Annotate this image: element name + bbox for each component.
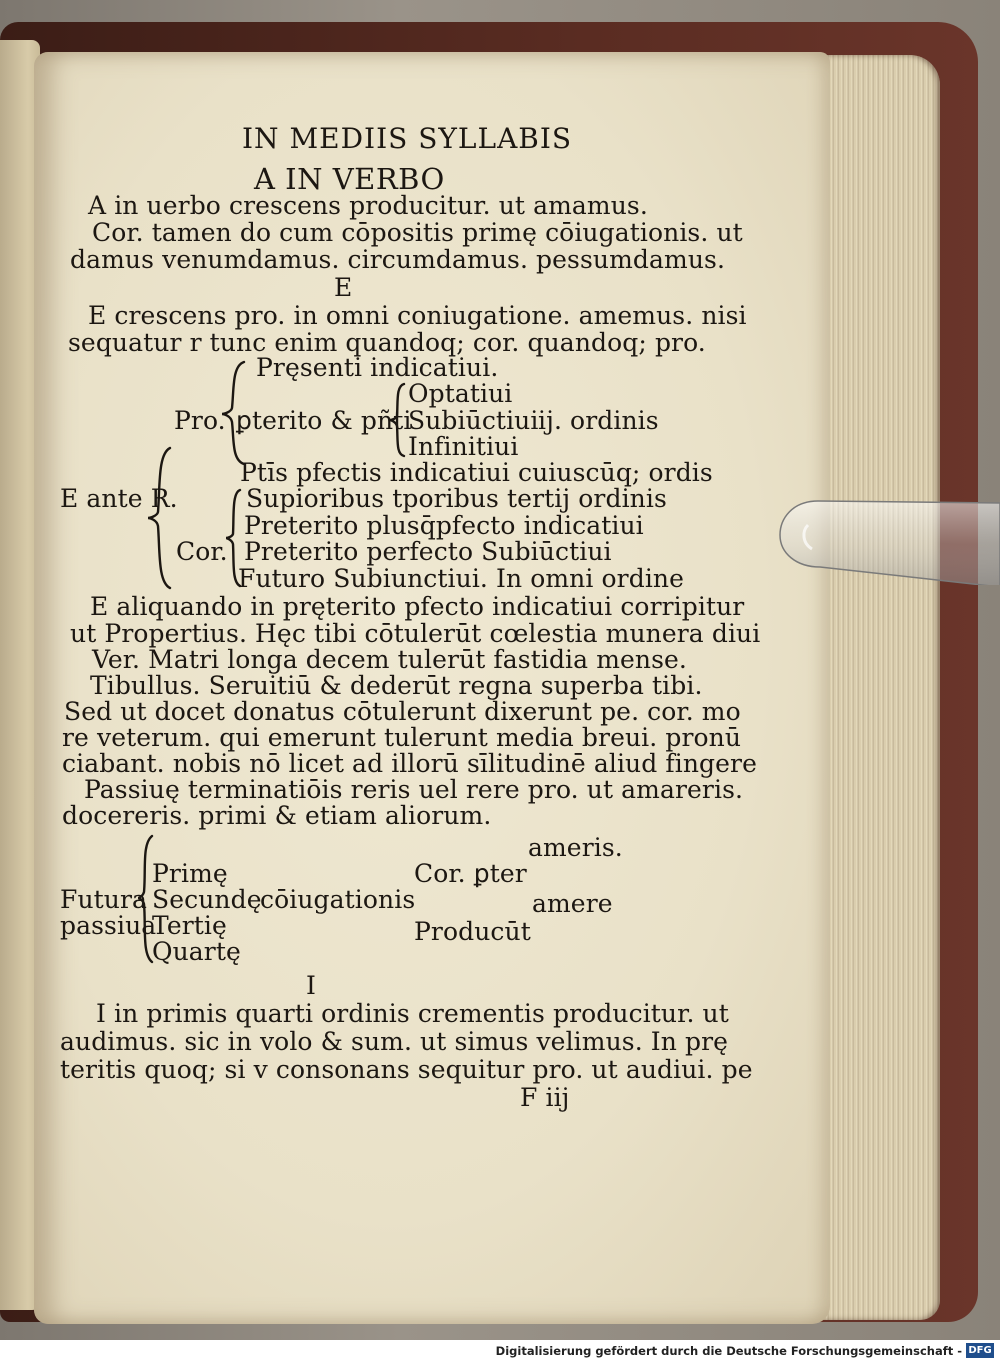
- footer-bar: [0, 1340, 1000, 1362]
- text-line: A in uerbo crescens producitur. ut amamus.: [88, 191, 648, 220]
- text-line: E aliquando in pręterito pfecto indicatiui corripitur: [90, 592, 745, 621]
- text-line: Cor. tamen do cum cōpositis primę cōiugationis. ut: [92, 218, 743, 247]
- table-cell: ij. ordinis: [538, 406, 659, 435]
- text-line: Passiuę terminatiōis reris uel rere pro. ut amareris.: [84, 775, 744, 804]
- text-line: damus venumdamus. circumdamus. pessumdamus.: [70, 245, 726, 274]
- section-letter-i: I: [306, 971, 316, 1000]
- brace-outer: [146, 446, 176, 590]
- running-title: IN MEDIIS SYLLABIS: [242, 122, 573, 155]
- text-line: teritis quoq; si v consonans sequitur pro. ut audiui. pe: [60, 1055, 753, 1084]
- text-line: audimus. sic in volo & sum. ut simus velimus. In prę: [60, 1027, 729, 1056]
- table-cell: ꝑterito & pñti: [236, 406, 412, 435]
- table-cell: ameris.: [528, 833, 623, 862]
- table-cell: amere: [532, 889, 613, 918]
- book-page: [34, 52, 830, 1324]
- table-label-pro: Pro.: [174, 406, 226, 435]
- text-line: Tibullus. Seruitiū & dederūt regna superba tibi.: [90, 671, 703, 700]
- table-label-outer: E ante R.: [60, 484, 178, 513]
- table-cell: Subiūctiui: [408, 406, 539, 435]
- brace-cor: [224, 488, 244, 588]
- table-cell: Infinitiui: [408, 432, 519, 461]
- text-line: sequatur r tunc enim quandoq; cor. quandoq; pro.: [68, 328, 706, 357]
- digitization-credit: Digitalisierung gefördert durch die Deutsche Forschungsgemeinschaft -: [495, 1344, 962, 1358]
- page-holder-clip: [778, 495, 1000, 585]
- table-cell: Primę: [152, 859, 228, 888]
- dfg-logo-icon: DFG: [966, 1343, 994, 1358]
- table-cell: Preterito plusq̄pfecto indicatiui: [244, 511, 644, 540]
- section-letter-e: E: [334, 273, 353, 302]
- table-cell: Pręsenti indicatiui.: [256, 353, 499, 382]
- table-cell: Optatiui: [408, 379, 513, 408]
- text-line: Ver. Matri longa decem tulerūt fastidia mense.: [92, 645, 687, 674]
- table-cell: Cor. ꝑter: [414, 859, 527, 888]
- text-line: ut Propertius. Hęc tibi cōtulerūt cœlestia munera diui: [70, 619, 761, 648]
- brace-pro: [220, 360, 250, 466]
- brace-moods: [388, 382, 408, 458]
- text-line: docereris. primi & etiam aliorum.: [62, 801, 492, 830]
- table-label: Futura: [60, 885, 148, 914]
- table-cell: Secundę: [152, 885, 262, 914]
- text-line: E crescens pro. in omni coniugatione. amemus. nisi: [88, 301, 747, 330]
- section-title: A IN VERBO: [254, 162, 445, 196]
- table-cell: Quartę: [152, 937, 241, 966]
- table-label: passiua: [60, 911, 157, 940]
- table-cell: cōiugationis: [260, 885, 416, 914]
- table-cell: Supioribus tporibus tertij ordinis: [246, 484, 667, 513]
- table-cell: Ptīs pfectis indicatiui cuiuscūq; ordis: [240, 458, 713, 487]
- text-line: re veterum. qui emerunt tulerunt media breui. pronū: [62, 723, 742, 752]
- text-line: Sed ut docet donatus cōtulerunt dixerunt pe. cor. mo: [64, 697, 741, 726]
- text-line: I in primis quarti ordinis crementis producitur. ut: [96, 999, 729, 1028]
- brace-futura: [136, 834, 156, 964]
- signature-mark: F iij: [520, 1083, 570, 1112]
- table-cell: Preterito perfecto Subiūctiui: [244, 537, 612, 566]
- table-cell: Producūt: [414, 917, 531, 946]
- table-label-cor: Cor.: [176, 537, 228, 566]
- table-cell: Futuro Subiunctiui. In omni ordine: [238, 564, 685, 593]
- text-line: ciabant. nobis nō licet ad illorū sīlitudinē aliud fingere: [62, 749, 757, 778]
- table-cell: Tertię: [152, 911, 227, 940]
